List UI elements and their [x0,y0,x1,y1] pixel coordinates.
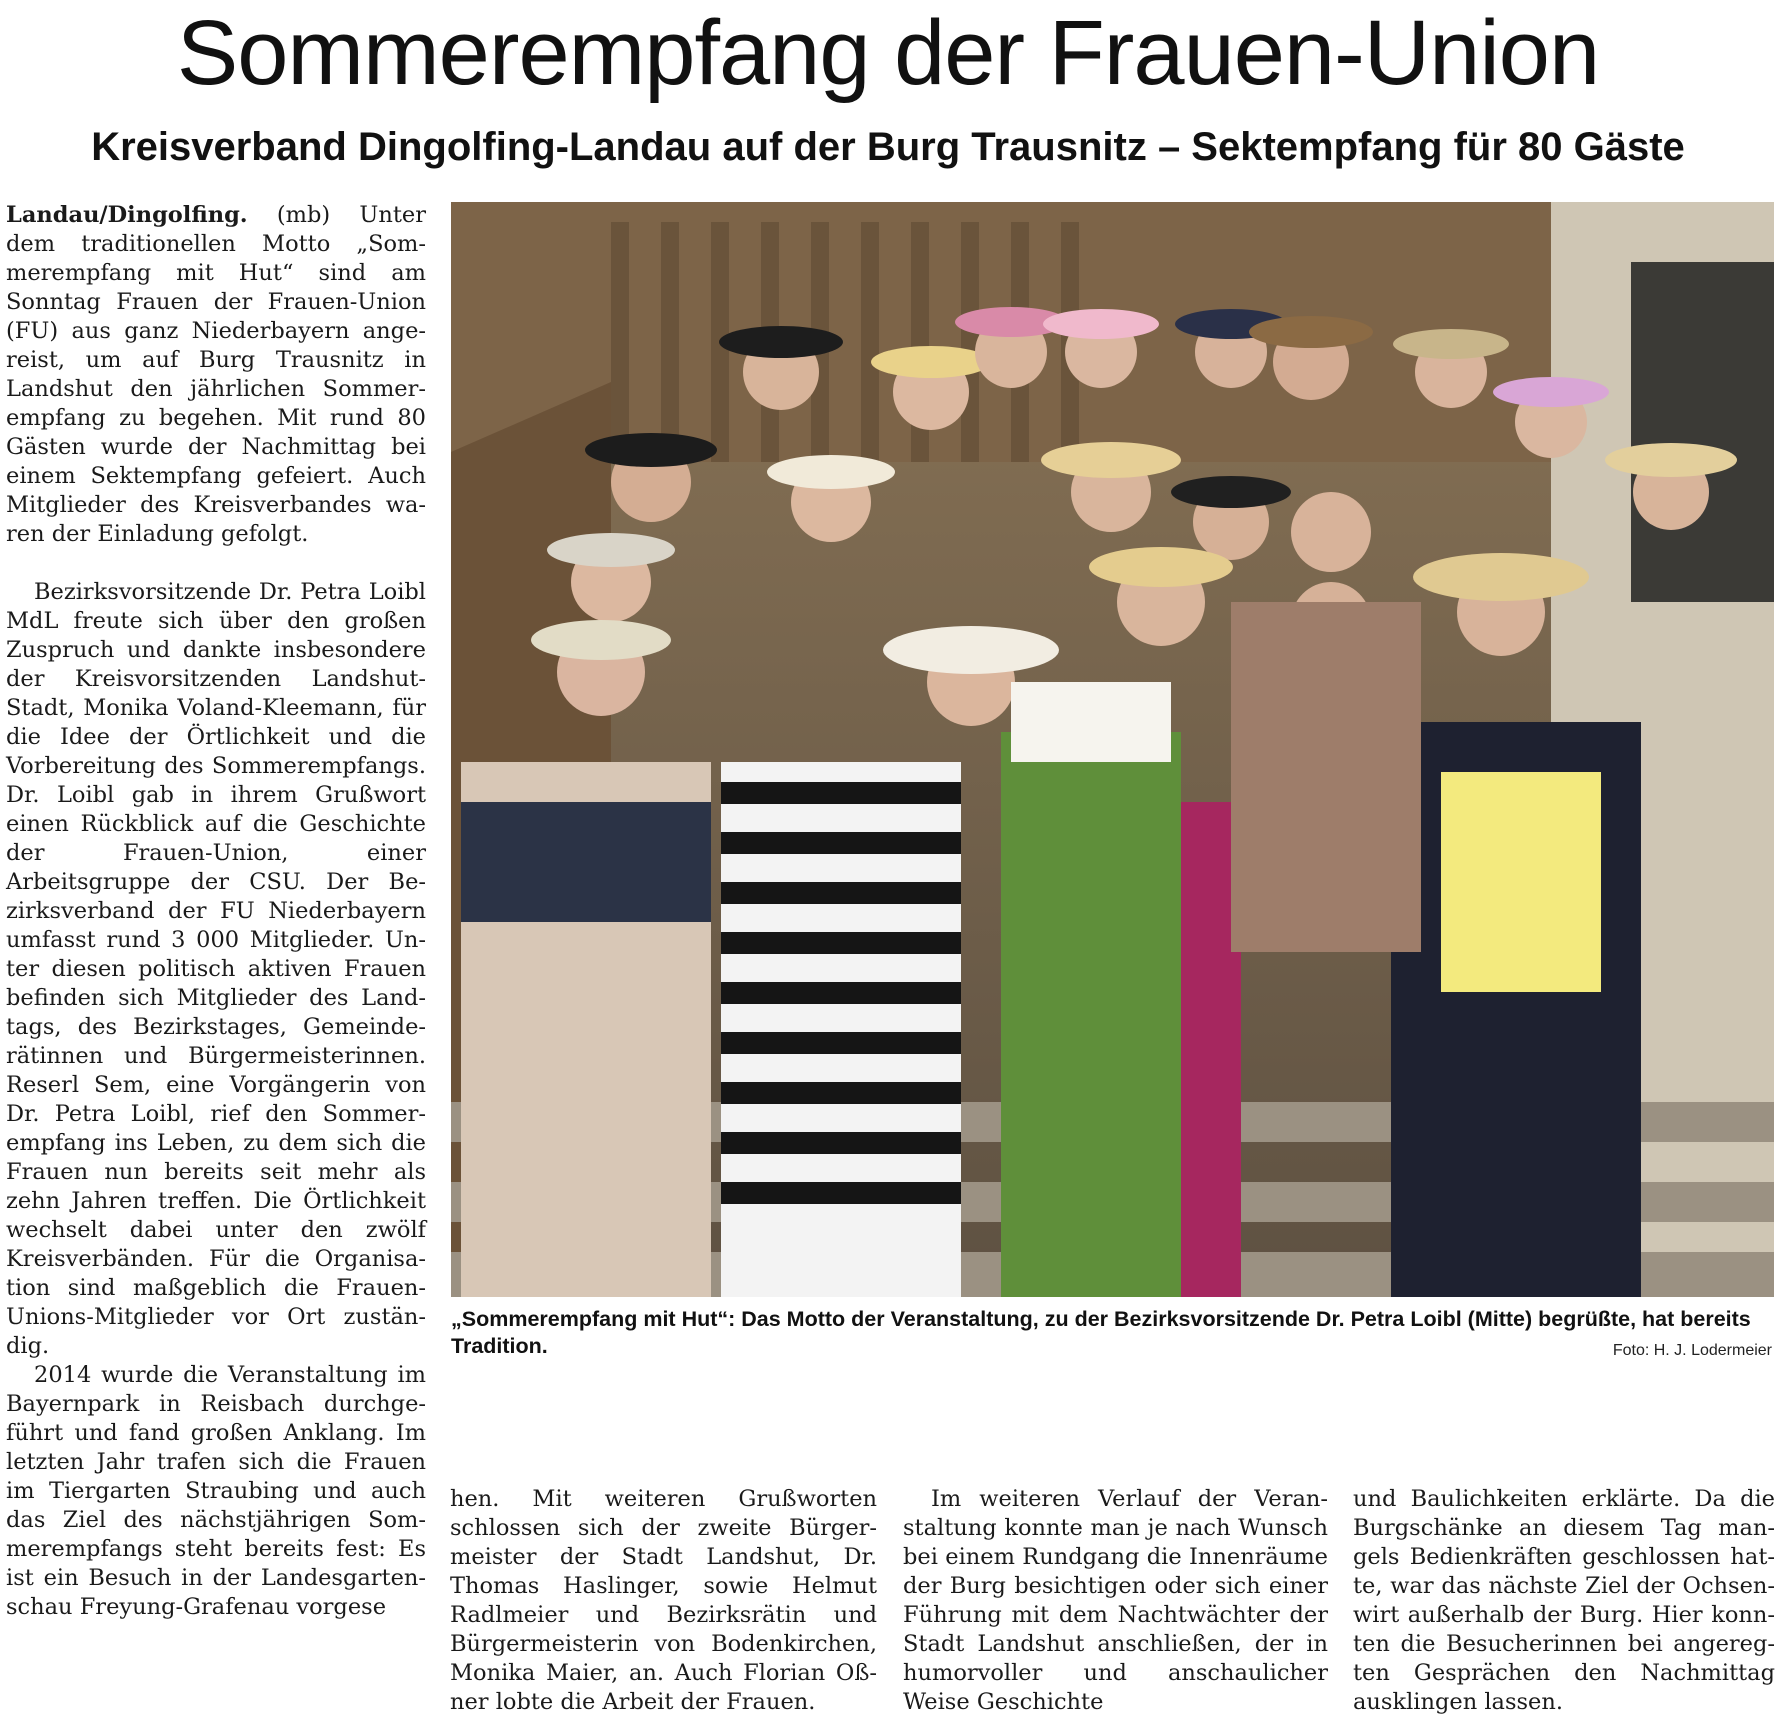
group-photo [451,202,1774,1297]
paragraph-6: und Baulichkeiten erklärte. Da die Burgschänke an diesem Tag mangels Bedienkräften geschlossen hatte, war das nächste Ziel der Ochsenwirt außerhalb der Burg. Hier konnten die Besucherinnen bei angeregten Gesprächen den Nachmittag ausklingen lassen. [1353,1486,1775,1715]
paragraph-1-text: (mb) Unter dem traditionellen Motto „Sommerempfang mit Hut“ sind am Sonntag Frauen der Frauen-Union (FU) aus ganz Niederbayern angereist, um auf Burg Trausnitz in Landshut den jährlichen Sommerempfang zu begehen. Mit rund 80 Gästen wurde der Nachmittag bei einem Sektempfang gefeiert. Auch Mitglieder des Kreisverbandes waren der Einladung gefolgt. [6,202,426,547]
article-column-1 [6,201,426,1622]
dateline: Landau/Dingolfing. [6,202,248,228]
paragraph-5: Im weiteren Verlauf der Veranstaltung konnte man je nach Wunsch bei einem Rundgang die Innenräume der Burg besichtigen oder sich einer Führung mit dem Nachtwächter der Stadt Landshut anschließen, der in humorvoller und anschaulicher Weise Geschichte [903,1486,1328,1715]
headline: Sommerempfang der Frauen-Union [176,1,1600,104]
article-column-2 [450,1485,877,1717]
paragraph-intro [6,201,426,549]
photo-credit: Foto: H. J. Lodermeier [1612,1342,1772,1359]
paragraph-2: Bezirksvorsitzende Dr. Petra Loibl MdL freute sich über den großen Zuspruch und dankte insbesondere der Kreisvorsitzenden Landshut-Stadt, Monika Voland-Kleemann, für die Idee der Örtlichkeit und die Vorbereitung des Sommerempfangs. Dr. Loibl gab in ihrem Grußwort einen Rückblick auf die Geschichte der Frauen-Union, einer Arbeitsgruppe der CSU. Der Bezirksverband der FU Niederbayern umfasst rund 3 000 Mitglieder. Unter diesen politisch aktiven Frauen befinden sich Mitglieder des Landtags, des Bezirkstages, Gemeinderätinnen und Bürgermeisterinnen. Reserl Sem, eine Vorgängerin von Dr. Petra Loibl, rief den Sommerempfang ins Leben, zu dem sich die Frauen nun bereits seit mehr als zehn Jahren treffen. Die Örtlichkeit wechselt dabei unter den zwölf Kreisverbänden. Für die Organisation sind maßgeblich die Frauen-Unions-Mitglieder vor Ort zuständig. [6,579,426,1359]
group-photo-illustration [451,202,1774,1297]
article-column-3 [903,1485,1328,1717]
paragraph-3: 2014 wurde die Veranstaltung im Bayernpark in Reisbach durchgeführt und fand großen Anklang. Im letzten Jahr trafen sich die Frauen im Tiergarten Straubing und auch das Ziel des nächstjährigen Sommerempfangs steht bereits fest: Es ist ein Besuch in der Landesgartenschau Freyung-Grafenau vorgese [6,1362,426,1620]
photo-caption: „Sommerempfang mit Hut“: Das Motto der Veranstaltung, zu der Bezirksvorsitzende Dr. Petra Loibl (Mitte) begrüßte, hat bereits Tradition. [451,1307,1751,1358]
subheadline: Kreisverband Dingolfing-Landau auf der Burg Trausnitz – Sektempfang für 80 Gäste [91,124,1685,169]
paragraph-4: hen. Mit weiteren Grußworten schlossen sich der zweite Bürgermeister der Stadt Landshut, Dr. Thomas Haslinger, sowie Helmut Radlmeier und Bezirksrätin und Bürgermeisterin von Bodenkirchen, Monika Maier, an. Auch Florian Oßner lobte die Arbeit der Frauen. [450,1486,877,1715]
article-column-4 [1353,1485,1775,1717]
